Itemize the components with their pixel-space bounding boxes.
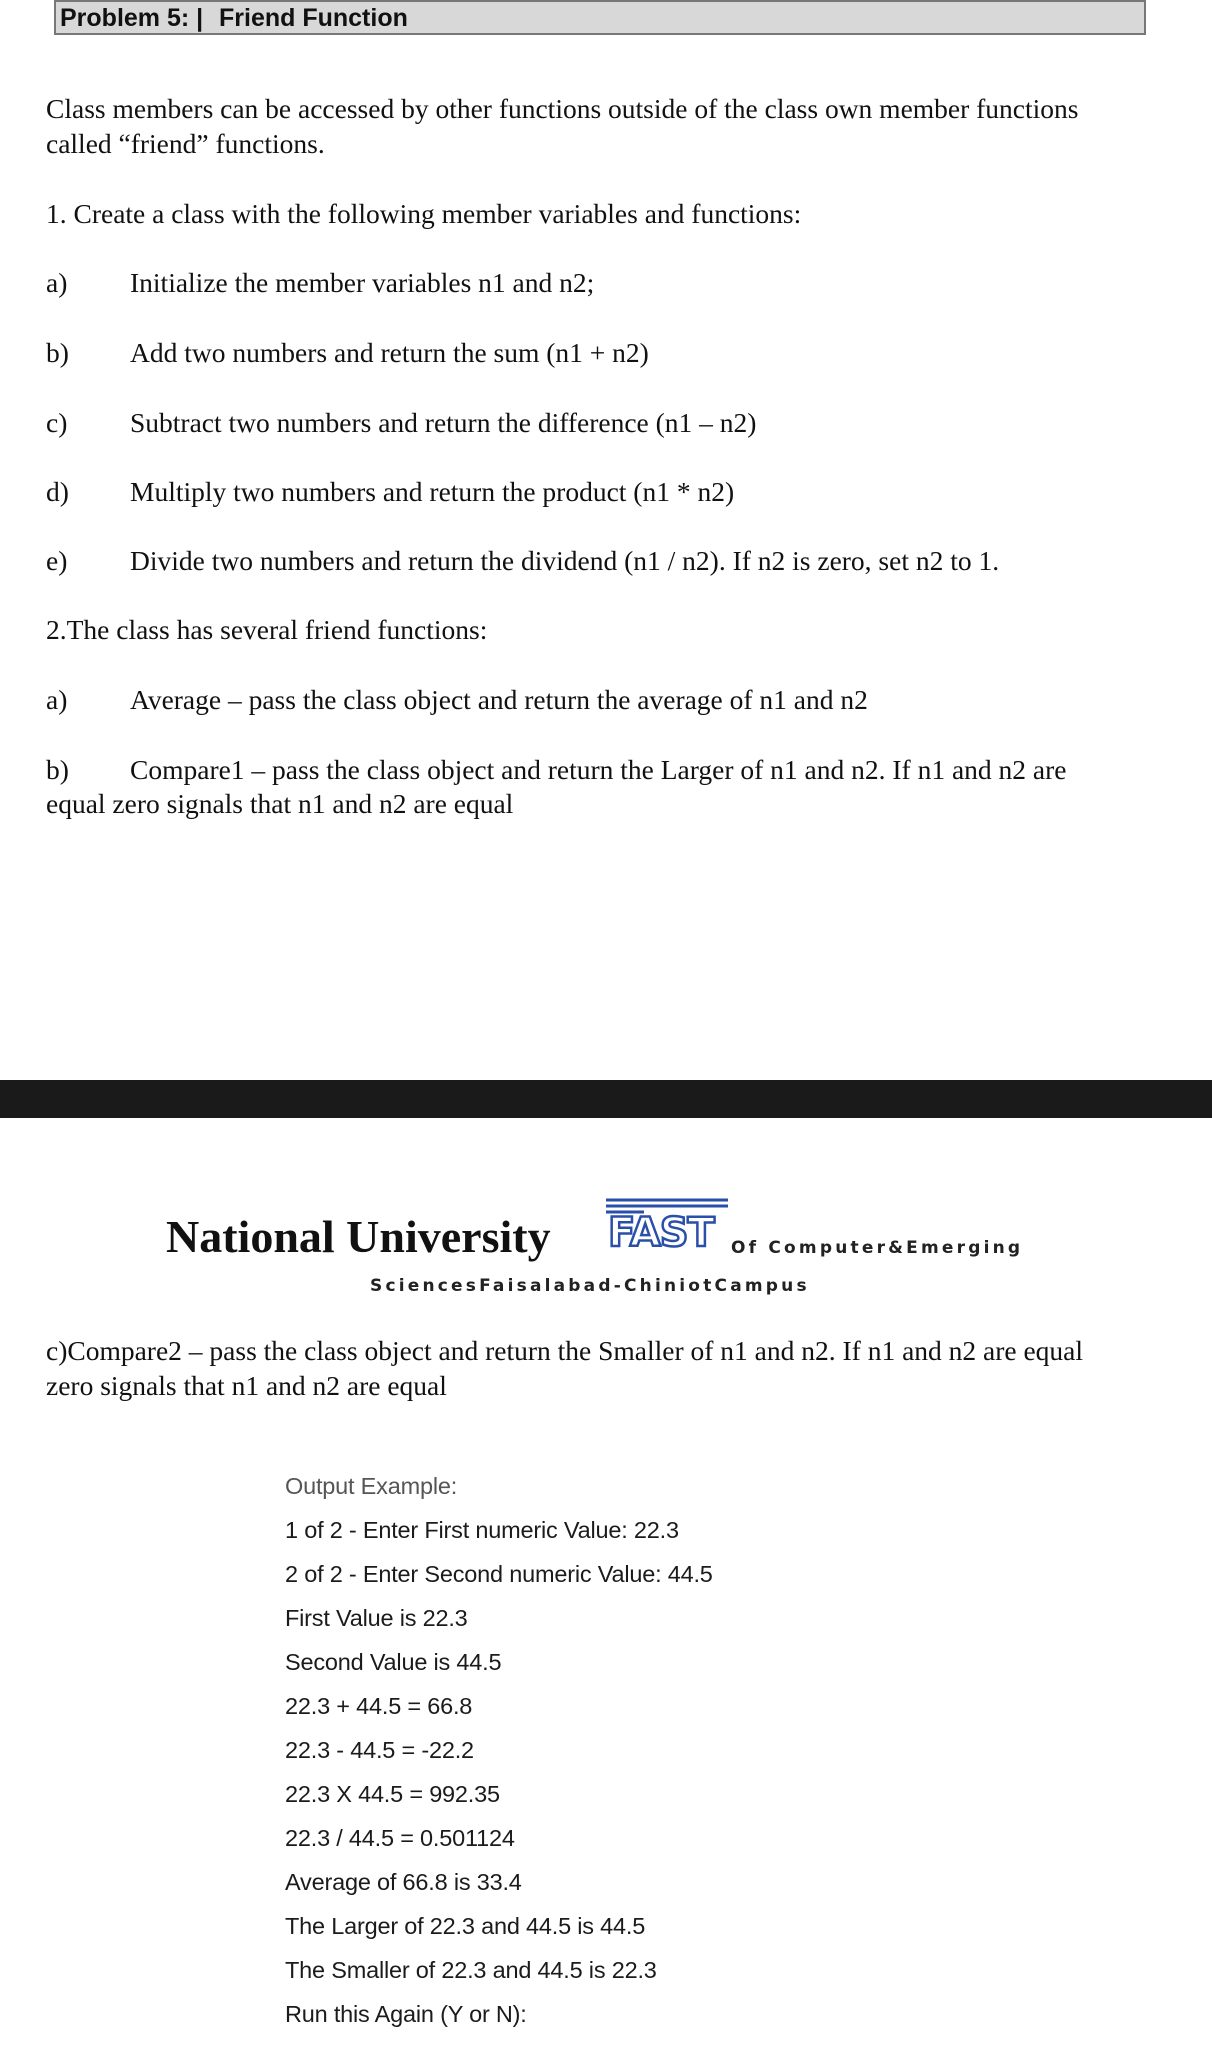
output-line: First Value is 22.3 [285,1605,468,1631]
svg-text:FAST: FAST [608,1210,714,1250]
university-tagline-2: SciencesFaisalabad-ChiniotCampus [370,1276,810,1296]
fast-logo [604,1196,730,1250]
output-label: Output Example: [285,1473,458,1499]
item-text: Subtract two numbers and return the difference (n1 – n2) [130,407,757,438]
output-line: The Smaller of 22.3 and 44.5 is 22.3 [285,1957,657,1983]
output-line: 22.3 X 44.5 = 992.35 [285,1781,500,1807]
output-line: 1 of 2 - Enter First numeric Value: 22.3 [285,1517,679,1543]
item-text: Initialize the member variables n1 and n2; [130,267,595,298]
intro-line-2: called “friend” functions. [46,128,325,159]
item-letter: a) [46,267,68,298]
page-separator [0,1080,1212,1118]
item-text: Average – pass the class object and return the average of n1 and n2 [130,684,868,715]
output-line: The Larger of 22.3 and 44.5 is 44.5 [285,1913,646,1939]
output-line: Average of 66.8 is 33.4 [285,1869,522,1895]
item-letter: e) [46,545,68,576]
output-line: Run this Again (Y or N): [285,2001,527,2027]
item-letter: a) [46,684,68,715]
output-line: 2 of 2 - Enter Second numeric Value: 44.5 [285,1561,713,1587]
problem-label: Problem 5: | [60,4,204,32]
output-line: 22.3 + 44.5 = 66.8 [285,1693,473,1719]
item-text: Multiply two numbers and return the product (n1 * n2) [130,476,735,507]
item-letter: b) [46,754,69,785]
item-letter: b) [46,337,69,368]
problem-title: Friend Function [219,4,408,32]
item-text-continued: equal zero signals that n1 and n2 are equal [46,788,514,819]
item-text: Divide two numbers and return the dividend (n1 / n2). If n2 is zero, set n2 to 1. [130,545,1000,576]
item-c-line-1: c)Compare2 – pass the class object and return the Smaller of n1 and n2. If n1 and n2 are equal [46,1335,1084,1366]
section1-heading: 1. Create a class with the following member variables and functions: [46,198,802,229]
problem-header [54,0,1146,35]
output-line: Second Value is 44.5 [285,1649,502,1675]
item-letter: c) [46,407,68,438]
item-text: Add two numbers and return the sum (n1 + n2) [130,337,649,368]
output-line: 22.3 - 44.5 = -22.2 [285,1737,474,1763]
item-text: Compare1 – pass the class object and return the Larger of n1 and n2. If n1 and n2 are [130,754,1067,785]
university-tagline-1: Of Computer&Emerging [731,1238,1024,1258]
item-c-line-2: zero signals that n1 and n2 are equal [46,1370,447,1401]
output-line: 22.3 / 44.5 = 0.501124 [285,1825,515,1851]
fast-logo-icon [604,1196,730,1250]
intro-line-1: Class members can be accessed by other functions outside of the class own member functions [46,93,1079,124]
item-letter: d) [46,476,69,507]
section2-heading: 2.The class has several friend functions: [46,614,488,645]
university-name: National University [166,1211,551,1262]
